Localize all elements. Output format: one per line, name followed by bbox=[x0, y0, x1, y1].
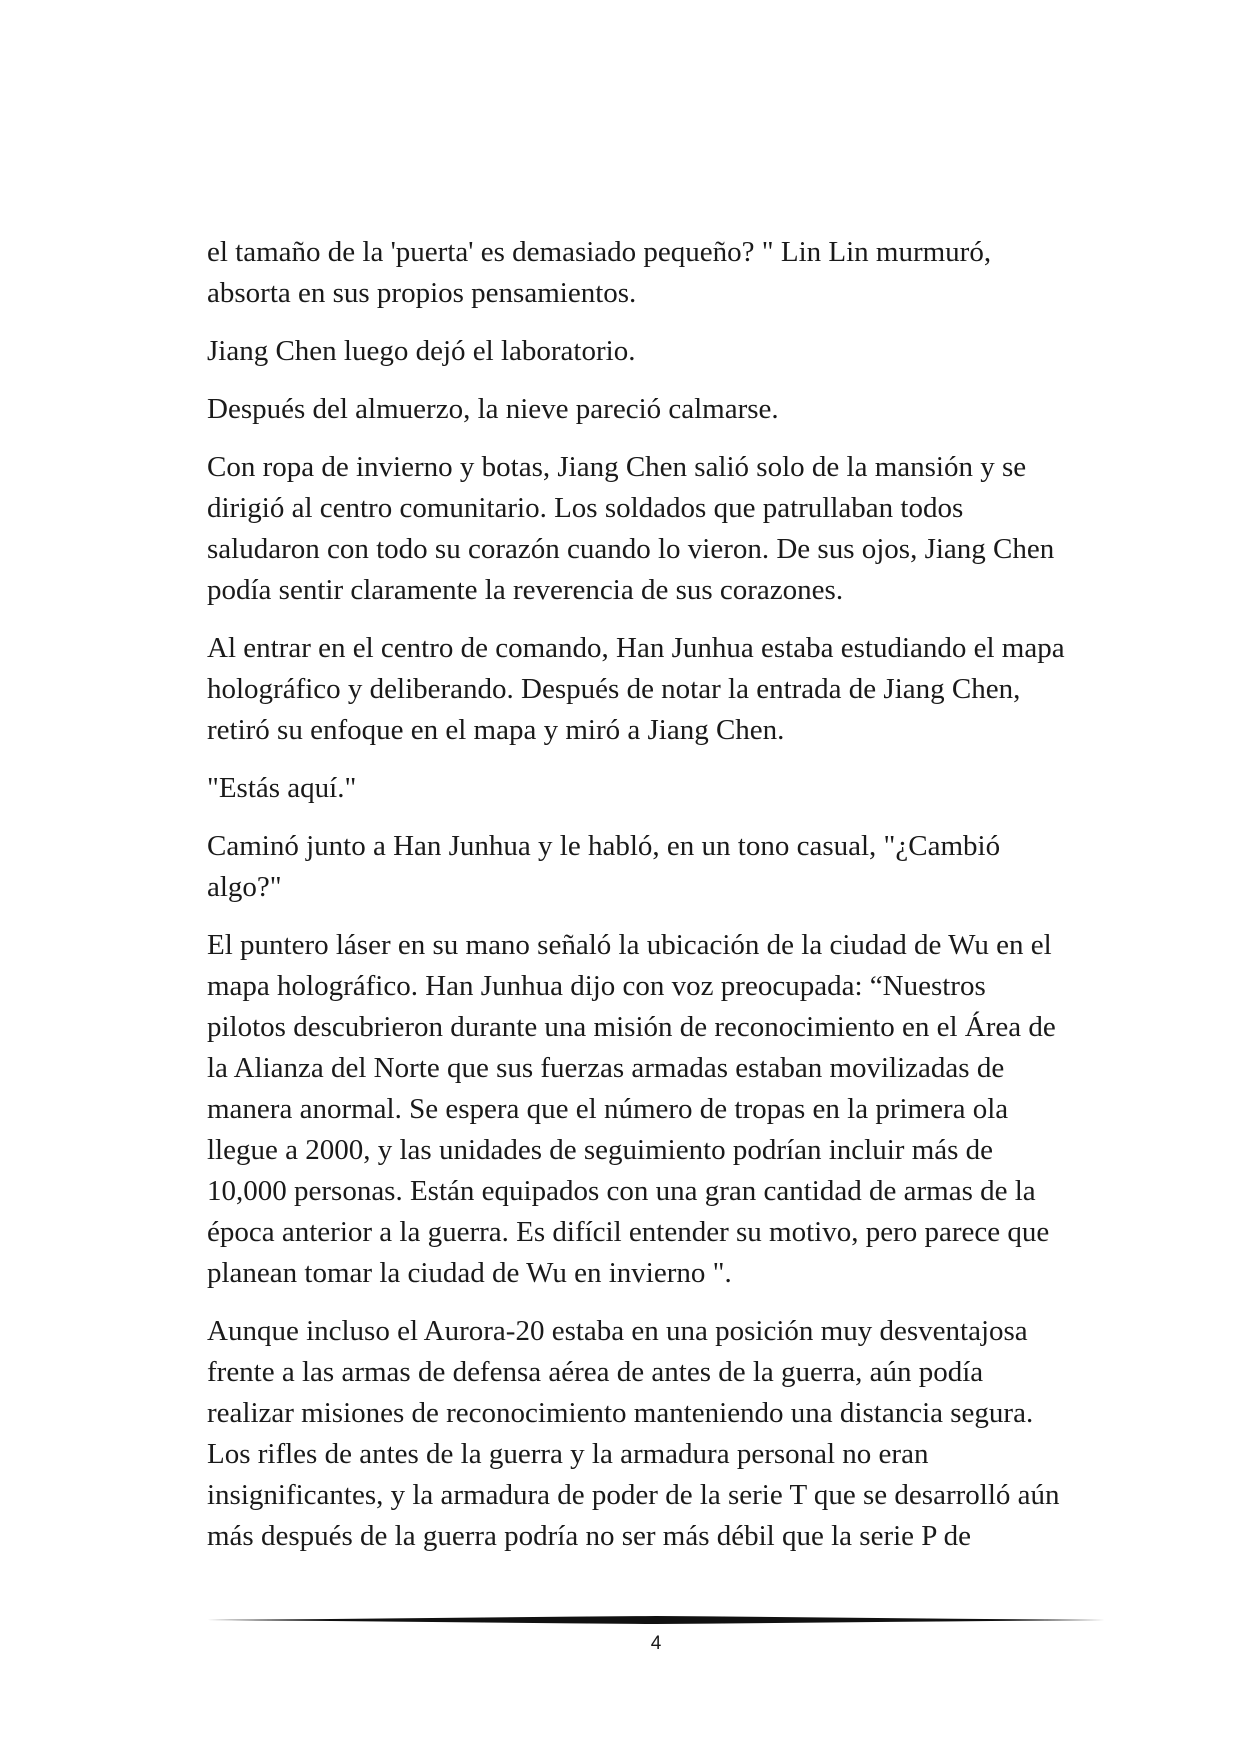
paragraph: El puntero láser en su mano señaló la ubicación de la ciudad de Wu en el mapa holográfico. Han Junhua dijo con voz preocupada: “Nuestros pilotos descubrieron durante una misión de reconocimiento en el Área de la Alianza del Norte que sus fuerzas armadas estaban movilizadas de manera anormal. Se espera que el número de tropas en la primera ola llegue a 2000, y las unidades de seguimiento podrían incluir más de 10,000 personas. Están equipados con una gran cantidad de armas de la época anterior a la guerra. Es difícil entender su motivo, pero parece que planean tomar la ciudad de Wu en invierno ". bbox=[207, 929, 1056, 1289]
paragraph: Con ropa de invierno y botas, Jiang Chen salió solo de la mansión y se dirigió al centro comunitario. Los soldados que patrullaban todos saludaron con todo su corazón cuando lo vieron. De sus ojos, Jiang Chen podía sentir claramente la reverencia de sus corazones. bbox=[207, 451, 1055, 606]
page-number: 4 bbox=[650, 1633, 662, 1654]
footer-rule bbox=[207, 1614, 1105, 1626]
paragraph: Aunque incluso el Aurora-20 estaba en una posición muy desventajosa frente a las armas de defensa aérea de antes de la guerra, aún podía realizar misiones de reconocimiento manteniendo una distancia segura. Los rifles de antes de la guerra y la armadura personal no eran insignificantes, y la armadura de poder de la serie T que se desarrolló aún más después de la guerra podría no ser más débil que la serie P de bbox=[207, 1315, 1060, 1552]
paragraph: Al entrar en el centro de comando, Han Junhua estaba estudiando el mapa holográfico y deliberando. Después de notar la entrada de Jiang Chen, retiró su enfoque en el mapa y miró a Jiang Chen. bbox=[207, 632, 1065, 746]
paragraph: Caminó junto a Han Junhua y le habló, en un tono casual, "¿Cambió algo?" bbox=[207, 830, 1001, 903]
paragraph: "Estás aquí." bbox=[207, 772, 357, 804]
page-body bbox=[207, 232, 1067, 1574]
paragraph: Después del almuerzo, la nieve pareció calmarse. bbox=[207, 393, 779, 425]
paragraph: Jiang Chen luego dejó el laboratorio. bbox=[207, 335, 636, 367]
paragraph: el tamaño de la 'puerta' es demasiado pequeño? " Lin Lin murmuró, absorta en sus propios pensamientos. bbox=[207, 236, 992, 309]
